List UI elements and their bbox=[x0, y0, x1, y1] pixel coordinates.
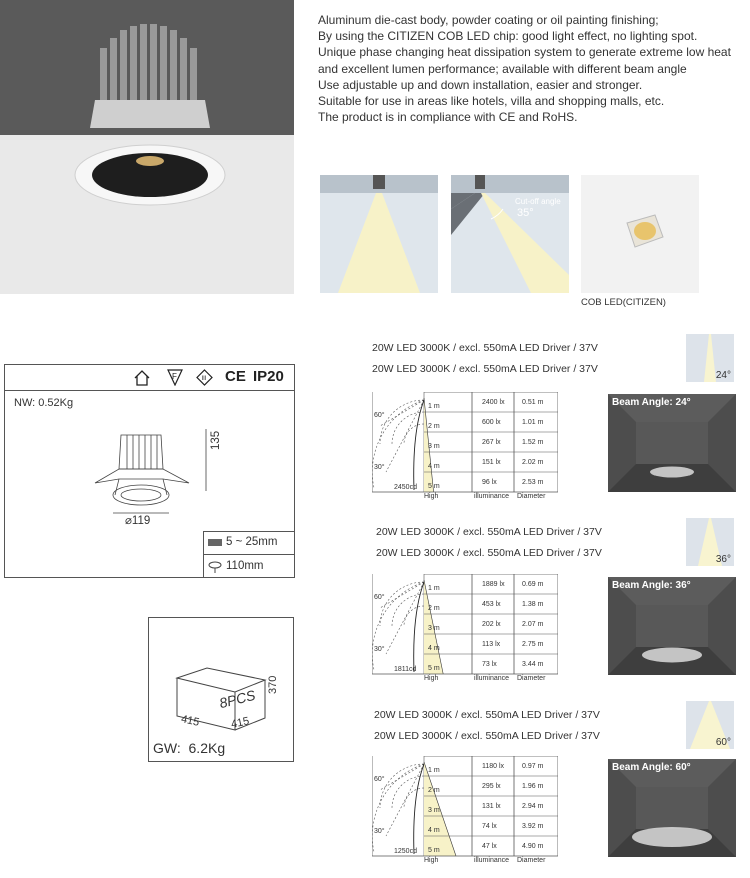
section-header-1: 20W LED 3000K / excl. 550mA LED Driver / 37V bbox=[376, 526, 602, 538]
feature-line: By using the CITIZEN COB LED chip: good light effect, no lighting spot. bbox=[318, 29, 698, 44]
diameter-value: 1.96 m bbox=[522, 783, 544, 790]
foot-diameter: Diameter bbox=[517, 857, 546, 864]
distance-label: 3 m bbox=[428, 807, 440, 814]
section-header-1: 20W LED 3000K / excl. 550mA LED Driver / 37V bbox=[372, 342, 598, 354]
diameter-value: 1.52 m bbox=[522, 439, 544, 446]
feature-line: and excellent lumen performance; available with different beam angle bbox=[318, 61, 687, 76]
carton-length: 415 bbox=[179, 713, 201, 729]
ceiling-thickness-icon bbox=[208, 539, 222, 546]
diameter-value: 3.44 m bbox=[522, 661, 544, 668]
cutoff-value: 35° bbox=[517, 207, 534, 219]
deg30-label: 30° bbox=[374, 646, 385, 653]
cutout-row bbox=[203, 554, 295, 578]
section-header-1: 20W LED 3000K / excl. 550mA LED Driver / 37V bbox=[374, 709, 600, 721]
dimension-drawing bbox=[93, 425, 193, 520]
deg60-label: 60° bbox=[374, 594, 385, 601]
distance-label: 5 m bbox=[428, 483, 440, 490]
illuminance-value: 2400 lx bbox=[482, 399, 505, 406]
feature-list bbox=[318, 12, 748, 125]
photometric-chart bbox=[372, 574, 558, 682]
cutoff-label: Cut-off angle bbox=[515, 197, 561, 206]
feature-line: Use adjustable up and down installation, easier and stronger. bbox=[318, 77, 643, 92]
illuminance-value: 1889 lx bbox=[482, 581, 505, 588]
distance-label: 1 m bbox=[428, 767, 440, 774]
peak-intensity: 2450cd bbox=[394, 484, 417, 491]
carton-width: 415 bbox=[229, 715, 251, 731]
beam-angle-value: 24° bbox=[715, 370, 731, 381]
deg30-label: 30° bbox=[374, 828, 385, 835]
distance-label: 3 m bbox=[428, 443, 440, 450]
distance-label: 2 m bbox=[428, 423, 440, 430]
distance-label: 3 m bbox=[428, 625, 440, 632]
illuminance-value: 96 lx bbox=[482, 479, 497, 486]
illuminance-value: 267 lx bbox=[482, 439, 501, 446]
foot-high: High bbox=[424, 675, 439, 682]
beam-illustration-wide bbox=[320, 175, 438, 293]
diameter-value: 2.07 m bbox=[522, 621, 544, 628]
svg-text:F: F bbox=[172, 372, 177, 381]
cert-row bbox=[5, 365, 294, 391]
foot-illuminance: illuminance bbox=[474, 675, 510, 682]
beam-angle-value: 60° bbox=[715, 737, 731, 748]
beam-room-render bbox=[608, 394, 736, 492]
pcs-label: 8PCS bbox=[217, 686, 257, 712]
foot-high: High bbox=[424, 493, 439, 500]
f-mark-icon bbox=[167, 369, 183, 386]
beam-angle-title: Beam Angle: 24° bbox=[612, 397, 691, 408]
foot-diameter: Diameter bbox=[517, 675, 546, 682]
beam-angle-title: Beam Angle: 60° bbox=[612, 762, 691, 773]
indoor-use-icon bbox=[133, 369, 151, 386]
beam-thumbnail bbox=[686, 334, 734, 382]
beam-room-render bbox=[608, 759, 736, 857]
feature-line: The product is in compliance with CE and RoHS. bbox=[318, 110, 578, 125]
section-header-2: 20W LED 3000K / excl. 550mA LED Driver / 37V bbox=[376, 547, 602, 559]
section-header-2: 20W LED 3000K / excl. 550mA LED Driver / 37V bbox=[374, 730, 600, 742]
downlight-image bbox=[0, 0, 294, 294]
illuminance-value: 113 lx bbox=[482, 641, 501, 648]
beam-room-render bbox=[608, 577, 736, 675]
beam-illustration-cutoff bbox=[451, 175, 569, 293]
peak-intensity: 1250cd bbox=[394, 848, 417, 855]
net-weight: NW: 0.52Kg bbox=[14, 397, 74, 409]
cutout-icon bbox=[208, 561, 222, 573]
distance-label: 4 m bbox=[428, 645, 440, 652]
ce-mark: CE bbox=[225, 368, 246, 385]
diameter-value: 1.01 m bbox=[522, 419, 544, 426]
illuminance-value: 131 lx bbox=[482, 803, 501, 810]
diameter-value: 0.97 m bbox=[522, 763, 544, 770]
deg60-label: 60° bbox=[374, 412, 385, 419]
foot-illuminance: illuminance bbox=[474, 857, 510, 864]
diameter-dim: ⌀119 bbox=[125, 515, 151, 527]
diameter-value: 0.51 m bbox=[522, 399, 544, 406]
spec-box bbox=[4, 364, 295, 578]
diameter-value: 2.75 m bbox=[522, 641, 544, 648]
illuminance-value: 73 lx bbox=[482, 661, 497, 668]
illuminance-value: 202 lx bbox=[482, 621, 501, 628]
foot-illuminance: illuminance bbox=[474, 493, 510, 500]
diameter-value: 0.69 m bbox=[522, 581, 544, 588]
section-header-2: 20W LED 3000K / excl. 550mA LED Driver / 37V bbox=[372, 363, 598, 375]
deg60-label: 60° bbox=[374, 776, 385, 783]
distance-label: 2 m bbox=[428, 787, 440, 794]
diameter-value: 3.92 m bbox=[522, 823, 544, 830]
illuminance-value: 295 lx bbox=[482, 783, 501, 790]
foot-high: High bbox=[424, 857, 439, 864]
carton-height: 370 bbox=[267, 675, 279, 694]
illuminance-value: 453 lx bbox=[482, 601, 501, 608]
feature-line: Unique phase changing heat dissipation system to generate extreme low heat bbox=[318, 45, 731, 60]
cob-label: COB LED(CITIZEN) bbox=[581, 297, 666, 308]
illuminance-value: 47 lx bbox=[482, 843, 497, 850]
diameter-value: 4.90 m bbox=[522, 843, 544, 850]
foot-diameter: Diameter bbox=[517, 493, 546, 500]
feature-line: Suitable for use in areas like hotels, villa and shopping malls, etc. bbox=[318, 94, 665, 109]
diameter-value: 2.94 m bbox=[522, 803, 544, 810]
illuminance-value: 74 lx bbox=[482, 823, 497, 830]
class-iii-icon bbox=[196, 369, 213, 386]
feature-line: Aluminum die-cast body, powder coating or oil painting finishing; bbox=[318, 13, 659, 27]
distance-label: 4 m bbox=[428, 463, 440, 470]
illuminance-value: 151 lx bbox=[482, 459, 501, 466]
beam-angle-title: Beam Angle: 36° bbox=[612, 580, 691, 591]
distance-label: 1 m bbox=[428, 585, 440, 592]
distance-label: 5 m bbox=[428, 847, 440, 854]
beam-thumbnail bbox=[686, 701, 734, 749]
photometric-chart bbox=[372, 756, 558, 864]
beam-angle-value: 36° bbox=[715, 554, 731, 565]
illuminance-value: 1180 lx bbox=[482, 763, 505, 770]
packing-box bbox=[148, 617, 294, 762]
diameter-value: 1.38 m bbox=[522, 601, 544, 608]
diameter-value: 2.02 m bbox=[522, 459, 544, 466]
svg-text:III: III bbox=[201, 376, 207, 382]
distance-label: 5 m bbox=[428, 665, 440, 672]
gross-weight: GW: 6.2Kg bbox=[153, 740, 226, 756]
distance-label: 4 m bbox=[428, 827, 440, 834]
ceiling-thickness: 5 ~ 25mm bbox=[226, 536, 278, 548]
deg30-label: 30° bbox=[374, 464, 385, 471]
beam-thumbnail bbox=[686, 518, 734, 566]
diameter-value: 2.53 m bbox=[522, 479, 544, 486]
thickness-row bbox=[203, 531, 295, 554]
product-photo bbox=[0, 0, 294, 294]
cob-led-photo bbox=[581, 175, 699, 293]
cutout-size: 110mm bbox=[226, 560, 264, 572]
illuminance-value: 600 lx bbox=[482, 419, 501, 426]
distance-label: 2 m bbox=[428, 605, 440, 612]
height-dim: 135 bbox=[210, 430, 222, 450]
photometric-chart bbox=[372, 392, 558, 500]
ip-rating: IP20 bbox=[253, 368, 284, 385]
distance-label: 1 m bbox=[428, 403, 440, 410]
peak-intensity: 1811cd bbox=[394, 666, 417, 673]
